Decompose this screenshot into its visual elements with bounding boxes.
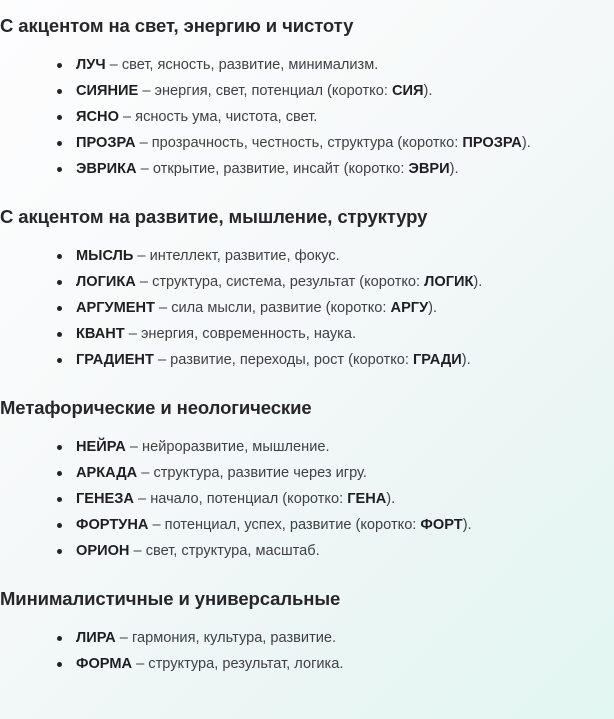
term-separator-dash: –	[159, 300, 168, 316]
term-separator-dash: –	[139, 135, 148, 151]
term-description: энергия, современность, наука.	[140, 326, 357, 342]
section-heading: С акцентом на развитие, мышление, структуру	[0, 206, 428, 227]
list-item	[0, 611, 614, 651]
bullet-dot-icon	[57, 254, 62, 259]
term-description: энергия, свет, потенциал (коротко:	[154, 83, 392, 99]
term-separator-dash: –	[109, 57, 118, 73]
term-description: нейроразвитие, мышление.	[142, 439, 330, 455]
bullet-dot-icon	[57, 306, 62, 311]
term-name: ЛУЧ	[76, 57, 106, 73]
term-short-form: ФОРТ	[420, 517, 463, 533]
term-name: ЛОГИКА	[76, 274, 136, 290]
section-heading: Минималистичные и универсальные	[0, 588, 341, 609]
bullet-dot-icon	[57, 549, 62, 554]
bullet-dot-icon	[57, 63, 62, 68]
bullet-dot-icon	[57, 523, 62, 528]
list-item	[0, 321, 614, 347]
list-item	[0, 104, 614, 130]
list-item	[0, 486, 614, 512]
term-name: ЛИРА	[76, 630, 116, 646]
term-description: структура, результат, логика.	[148, 656, 344, 672]
term-description-tail: ).	[473, 274, 483, 290]
term-description: начало, потенциал (коротко:	[150, 491, 348, 507]
term-name: ОРИОН	[76, 543, 130, 559]
term-section	[0, 182, 614, 373]
bullet-dot-icon	[57, 115, 62, 120]
term-name: АРКАДА	[76, 465, 138, 481]
list-item	[0, 269, 614, 295]
bullet-dot-icon	[57, 636, 62, 641]
term-name: ЯСНО	[76, 109, 119, 125]
term-short-form: АРГУ	[390, 300, 429, 316]
term-separator-dash: –	[142, 83, 151, 99]
term-description: ясность ума, чистота, свет.	[135, 109, 318, 125]
term-name: СИЯНИЕ	[76, 83, 139, 99]
term-list	[0, 38, 614, 182]
term-description: потенциал, успех, развитие (коротко:	[164, 517, 421, 533]
term-separator-dash: –	[138, 491, 147, 507]
bullet-dot-icon	[57, 358, 62, 363]
term-name: ФОРТУНА	[76, 517, 149, 533]
term-description-tail: ).	[449, 161, 459, 177]
term-description-tail: ).	[461, 352, 471, 368]
term-list	[0, 229, 614, 373]
term-separator-dash: –	[137, 248, 146, 264]
term-description-tail: ).	[521, 135, 531, 151]
term-name: ЭВРИКА	[76, 161, 137, 177]
bullet-dot-icon	[57, 280, 62, 285]
term-list	[0, 420, 614, 564]
term-name: ПРОЗРА	[76, 135, 136, 151]
term-description-tail: ).	[428, 300, 438, 316]
term-description: гармония, культура, развитие.	[131, 630, 337, 646]
term-description: открытие, развитие, инсайт (коротко:	[152, 161, 409, 177]
bullet-dot-icon	[57, 497, 62, 502]
term-description-tail: ).	[386, 491, 396, 507]
term-description: прозрачность, честность, структура (коротко:	[151, 135, 463, 151]
list-item	[0, 295, 614, 321]
list-item	[0, 130, 614, 156]
term-short-form: ГЕНА	[347, 491, 387, 507]
term-short-form: ГРАДИ	[413, 352, 462, 368]
list-item	[0, 347, 614, 373]
term-separator-dash: –	[152, 517, 161, 533]
list-item	[0, 538, 614, 564]
list-item	[0, 460, 614, 486]
term-separator-dash: –	[139, 274, 148, 290]
term-separator-dash: –	[128, 326, 137, 342]
term-list	[0, 611, 614, 677]
term-short-form: ЭВРИ	[408, 161, 450, 177]
list-item	[0, 229, 614, 269]
bullet-dot-icon	[57, 332, 62, 337]
term-description: развитие, переходы, рост (коротко:	[170, 352, 414, 368]
list-item	[0, 38, 614, 78]
list-item	[0, 78, 614, 104]
term-name: МЫСЛЬ	[76, 248, 134, 264]
term-short-form: СИЯ	[391, 83, 424, 99]
term-separator-dash: –	[129, 439, 138, 455]
section-heading: Метафорические и неологические	[0, 397, 312, 418]
term-description-tail: ).	[462, 517, 472, 533]
term-separator-dash: –	[119, 630, 128, 646]
term-section	[0, 564, 614, 677]
term-name: АРГУМЕНТ	[76, 300, 155, 316]
bullet-dot-icon	[57, 471, 62, 476]
list-item	[0, 512, 614, 538]
bullet-dot-icon	[57, 445, 62, 450]
term-description: свет, структура, масштаб.	[145, 543, 320, 559]
bullet-dot-icon	[57, 167, 62, 172]
section-heading: С акцентом на свет, энергию и чистоту	[0, 15, 354, 36]
term-section	[0, 0, 614, 182]
term-description: структура, развитие через игру.	[153, 465, 367, 481]
term-name: НЕЙРА	[76, 439, 126, 455]
term-short-form: ПРОЗРА	[462, 135, 522, 151]
term-separator-dash: –	[140, 161, 149, 177]
term-name: ГРАДИЕНТ	[76, 352, 154, 368]
list-item	[0, 651, 614, 677]
bullet-dot-icon	[57, 89, 62, 94]
term-name: ФОРМА	[76, 656, 133, 672]
term-separator-dash: –	[122, 109, 132, 125]
term-section	[0, 373, 614, 564]
term-separator-dash: –	[136, 656, 145, 672]
term-separator-dash: –	[141, 465, 150, 481]
list-item	[0, 420, 614, 460]
term-description: свет, ясность, развитие, минимализм.	[121, 57, 379, 73]
term-name: КВАНТ	[76, 326, 125, 342]
term-short-form: ЛОГИК	[424, 274, 474, 290]
bullet-dot-icon	[57, 141, 62, 146]
term-description: структура, система, результат (коротко:	[152, 274, 425, 290]
term-description: интеллект, развитие, фокус.	[149, 248, 340, 264]
term-description-tail: ).	[423, 83, 433, 99]
term-name: ГЕНЕЗА	[76, 491, 134, 507]
bullet-dot-icon	[57, 662, 62, 667]
term-separator-dash: –	[133, 543, 142, 559]
list-item	[0, 156, 614, 182]
term-separator-dash: –	[157, 352, 167, 368]
term-description: сила мысли, развитие (коротко:	[171, 300, 391, 316]
